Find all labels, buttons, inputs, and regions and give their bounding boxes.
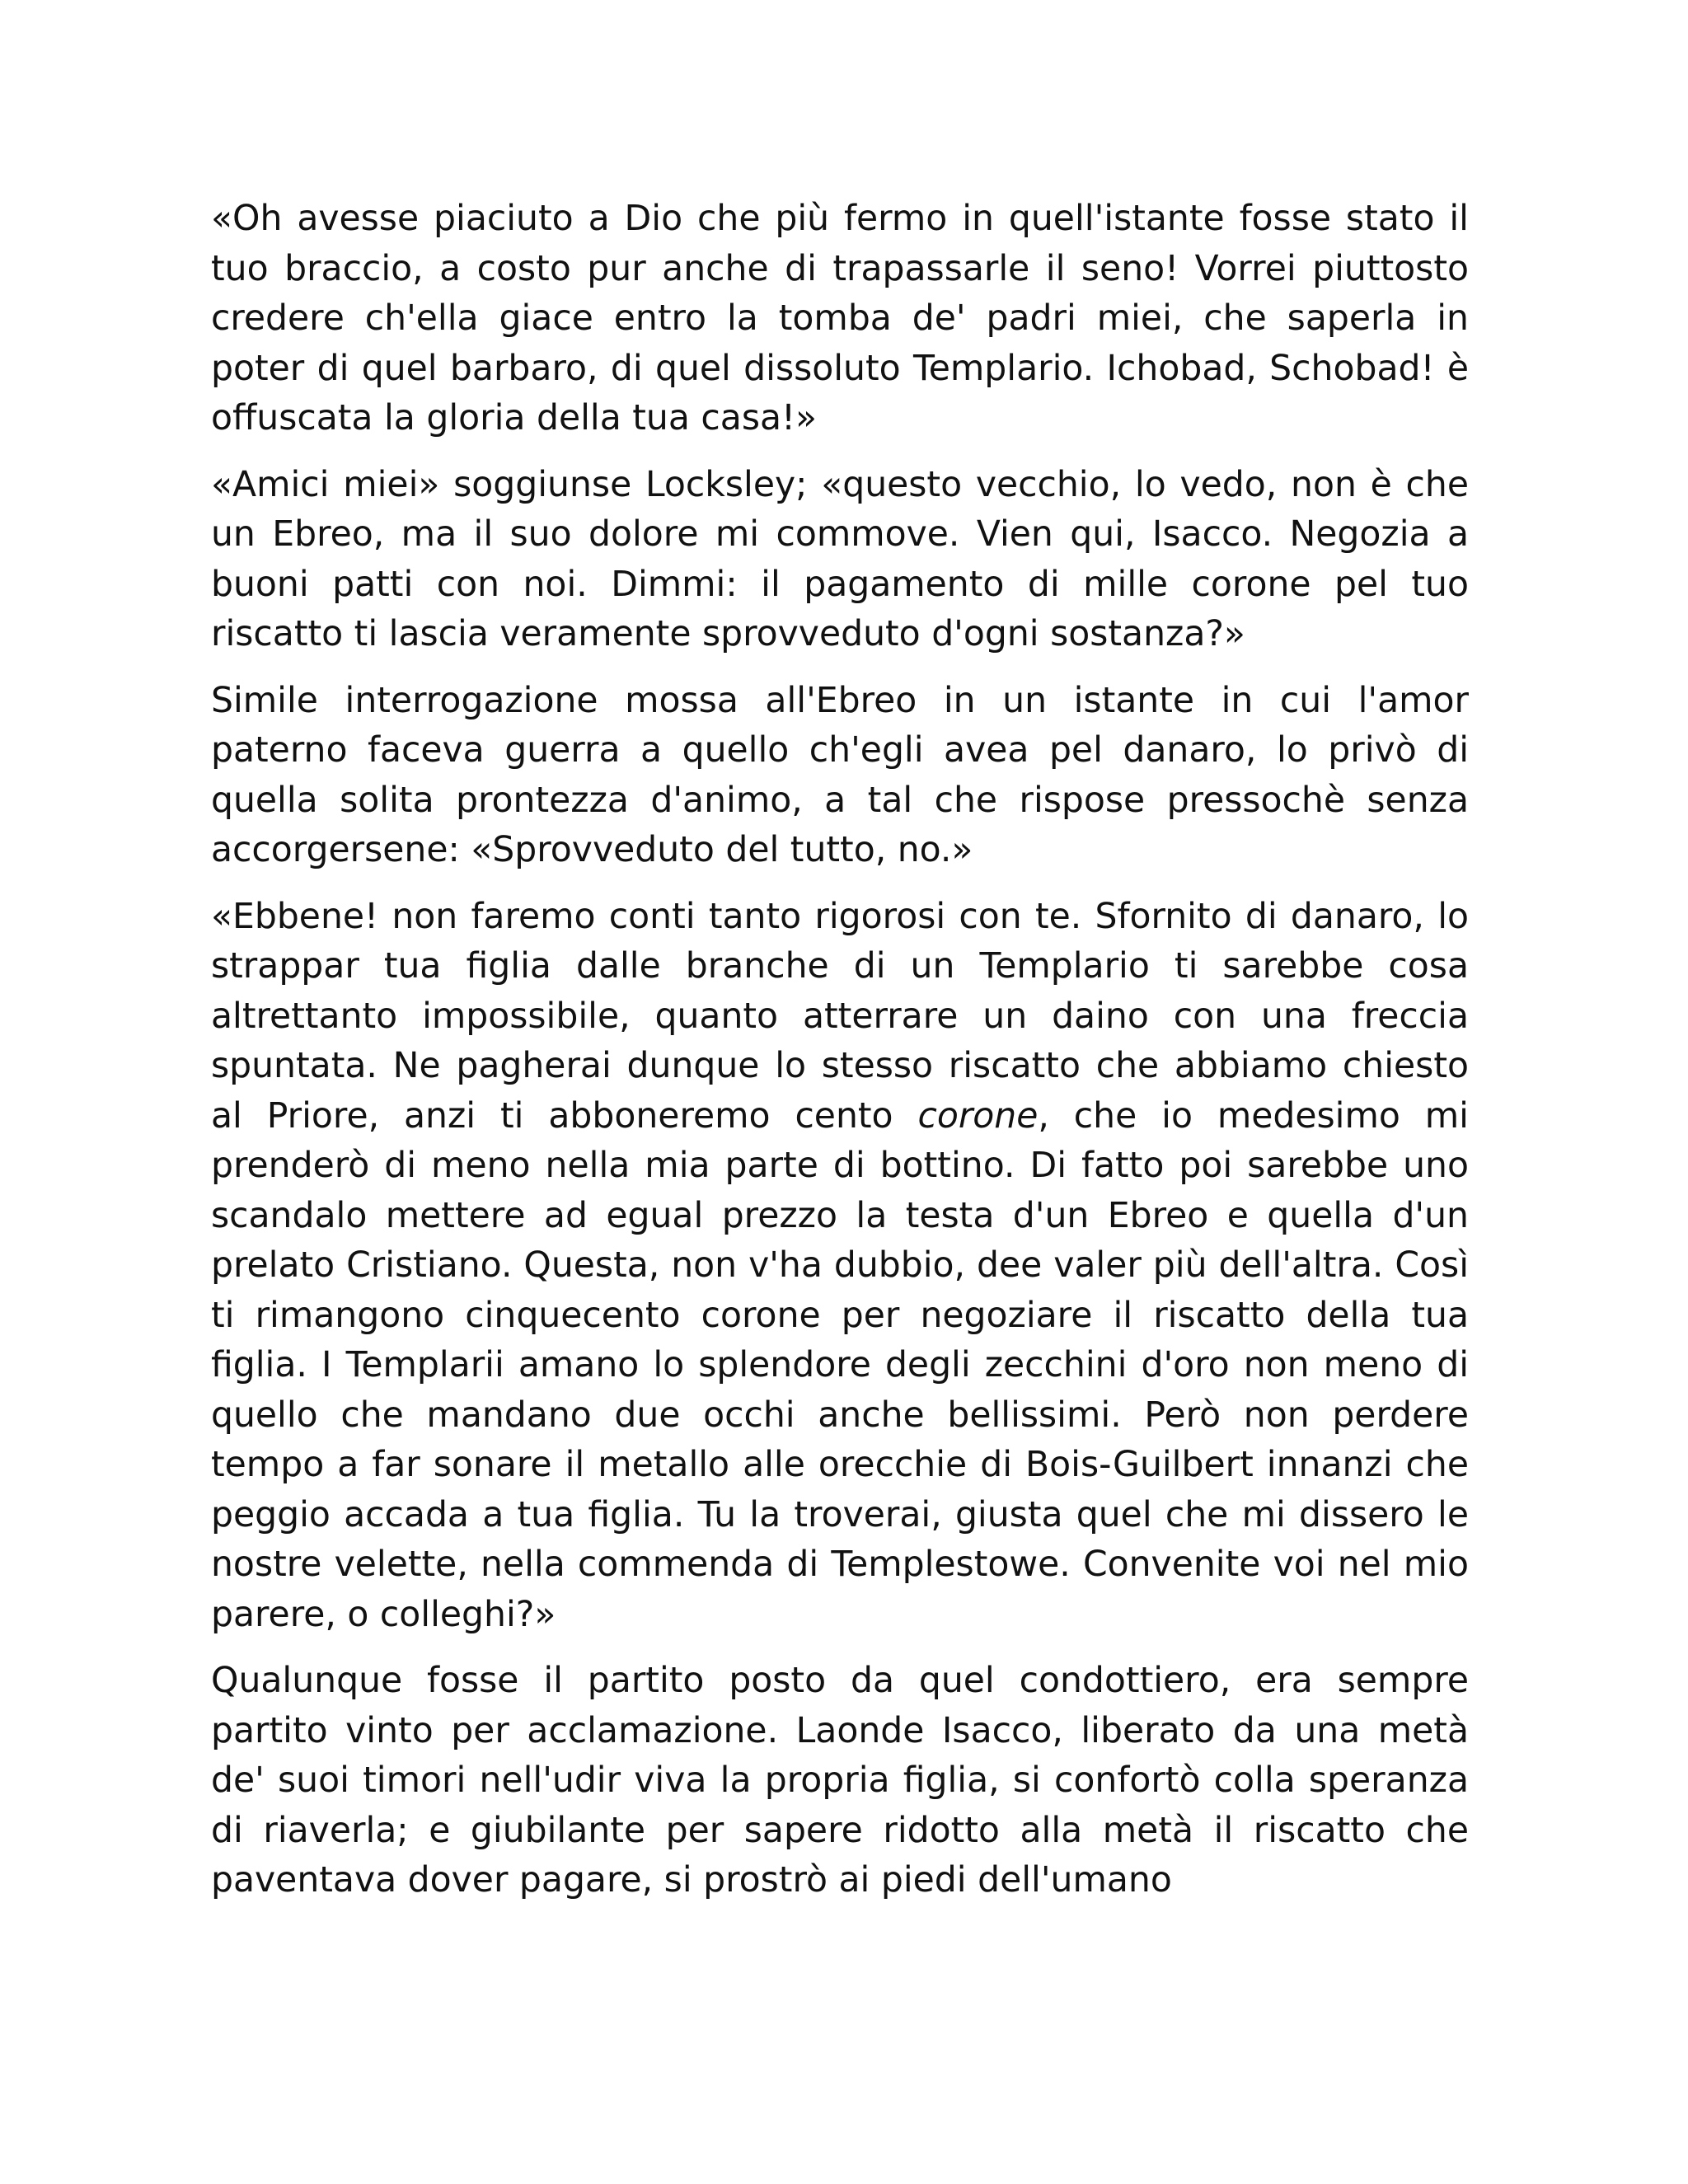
paragraph-4 — [211, 893, 1469, 1641]
paragraph-5: Qualunque fosse il partito posto da quel condottiero, era sempre partito vinto per acclamazione. Laonde Isacco, liberato da una metà de' suoi timori nell'udir viva la propria figlia, si confortò colla speranza di riaverla; e giubilante per sapere ridotto alla metà il riscatto che paventava dover pagare, si prostrò ai piedi dell'umano — [211, 1661, 1469, 1900]
paragraph-1: «Oh avesse piaciuto a Dio che più fermo in quell'istante fosse stato il tuo braccio, a costo pur anche di trapassarle il seno! Vorrei piuttosto credere ch'ella giace entro la tomba de' padri miei, che saperla in poter di quel barbaro, di quel dissoluto Templario. Ichobad, Schobad! è offuscata la gloria della tua casa!» — [211, 199, 1469, 438]
paragraph-4-text-after: , che io medesimo mi prenderò di meno nella mia parte di bottino. Di fatto poi sarebbe uno scandalo mettere ad egual prezzo la testa d'un Ebreo e quella d'un prelato Cristiano. Questa, non v'ha dubbio, dee valer più dell'altra. Così ti rimangono cinquecento corone per negoziare il riscatto della tua figlia. I Templarii amano lo splendore degli zecchini d'oro non meno di quello che mandano due occhi anche bellissimi. Però non perdere tempo a far sonare il metallo alle orecchie di Bois-Guilbert innanzi che peggio accada a tua figlia. Tu la troverai, giusta quel che mi dissero le nostre velette, nella commenda di Templestowe. Convenite voi nel mio parere, o colleghi?» — [211, 1095, 1469, 1635]
paragraph-4-italic-word: corone — [917, 1095, 1039, 1137]
paragraph-2: «Amici miei» soggiunse Locksley; «questo vecchio, lo vedo, non è che un Ebreo, ma il suo dolore mi commove. Vien qui, Isacco. Negozia a buoni patti con noi. Dimmi: il pagamento di mille corone pel tuo riscatto ti lascia veramente sprovveduto d'ogni sostanza?» — [211, 464, 1469, 654]
document-page — [211, 194, 1469, 1923]
paragraph-3: Simile interrogazione mossa all'Ebreo in un istante in cui l'amor paterno faceva guerra a quello ch'egli avea pel danaro, lo privò di quella solita prontezza d'animo, a tal che rispose pressochè senza accorgersene: «Sprovveduto del tutto, no.» — [211, 680, 1469, 870]
paragraph-4-text-before: «Ebbene! non faremo conti tanto rigorosi con te. Sfornito di danaro, lo strappar tua figlia dalle branche di un Templario ti sarebbe cosa altrettanto impossibile, quanto atterrare un daino con una freccia spuntata. Ne pagherai dunque lo stesso riscatto che abbiamo chiesto al Priore, anzi ti abboneremo cento — [211, 896, 1469, 1137]
